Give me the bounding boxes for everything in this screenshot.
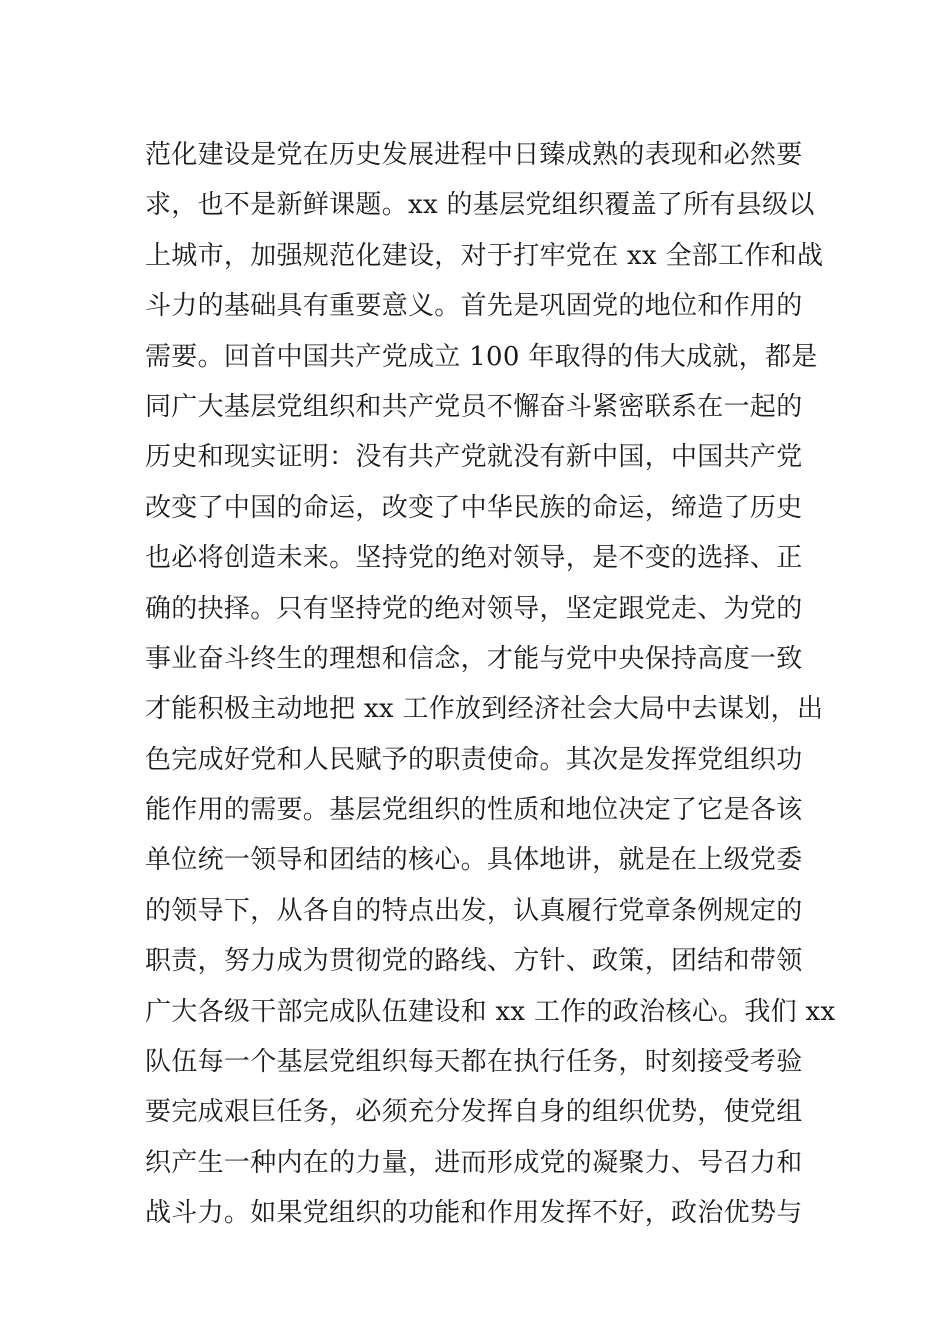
text-line: 的领导下，从各自的特点出发，认真履行党章条例规定的: [145, 895, 803, 926]
text-line: 需要。回首中国共产党成立 100 年取得的伟大成就，都是: [145, 341, 818, 372]
body-text: [145, 130, 836, 1239]
text-line: 队伍每一个基层党组织每天都在执行任务，时刻接受考验: [145, 1047, 803, 1078]
text-line: 单位统一领导和团结的核心。具体地讲，就是在上级党委: [145, 845, 803, 876]
text-line: 求，也不是新鲜课题。xx 的基层党组织覆盖了所有县级以: [145, 190, 815, 221]
text-line: 历史和现实证明：没有共产党就没有新中国，中国共产党: [145, 442, 803, 473]
text-line: 改变了中国的命运，改变了中华民族的命运，缔造了历史: [145, 492, 803, 523]
text-line: 广大各级干部完成队伍建设和 xx 工作的政治核心。我们 xx: [145, 996, 836, 1027]
text-line: 斗力的基础具有重要意义。首先是巩固党的地位和作用的: [145, 291, 803, 322]
text-line: 也必将创造未来。坚持党的绝对领导，是不变的选择、正: [145, 543, 803, 574]
text-line: 织产生一种内在的力量，进而形成党的凝聚力、号召力和: [145, 1147, 803, 1178]
text-line: 战斗力。如果党组织的功能和作用发挥不好，政治优势与: [145, 1198, 803, 1229]
text-line: 确的抉择。只有坚持党的绝对领导，坚定跟党走、为党的: [145, 593, 803, 624]
text-line: 色完成好党和人民赋予的职责使命。其次是发挥党组织功: [145, 744, 803, 775]
text-line: 才能积极主动地把 xx 工作放到经济社会大局中去谋划，出: [145, 694, 824, 725]
text-line: 范化建设是党在历史发展进程中日臻成熟的表现和必然要: [145, 140, 803, 170]
text-line: 职责，努力成为贯彻党的路线、方针、政策，团结和带领: [145, 946, 803, 977]
text-line: 上城市，加强规范化建设，对于打牢党在 xx 全部工作和战: [145, 240, 824, 271]
text-line: 同广大基层党组织和共产党员不懈奋斗紧密联系在一起的: [145, 391, 803, 422]
text-line: 事业奋斗终生的理想和信念，才能与党中央保持高度一致: [145, 643, 803, 674]
text-line: 要完成艰巨任务，必须充分发挥自身的组织优势，使党组: [145, 1097, 803, 1128]
text-line: 能作用的需要。基层党组织的性质和地位决定了它是各该: [145, 795, 803, 826]
